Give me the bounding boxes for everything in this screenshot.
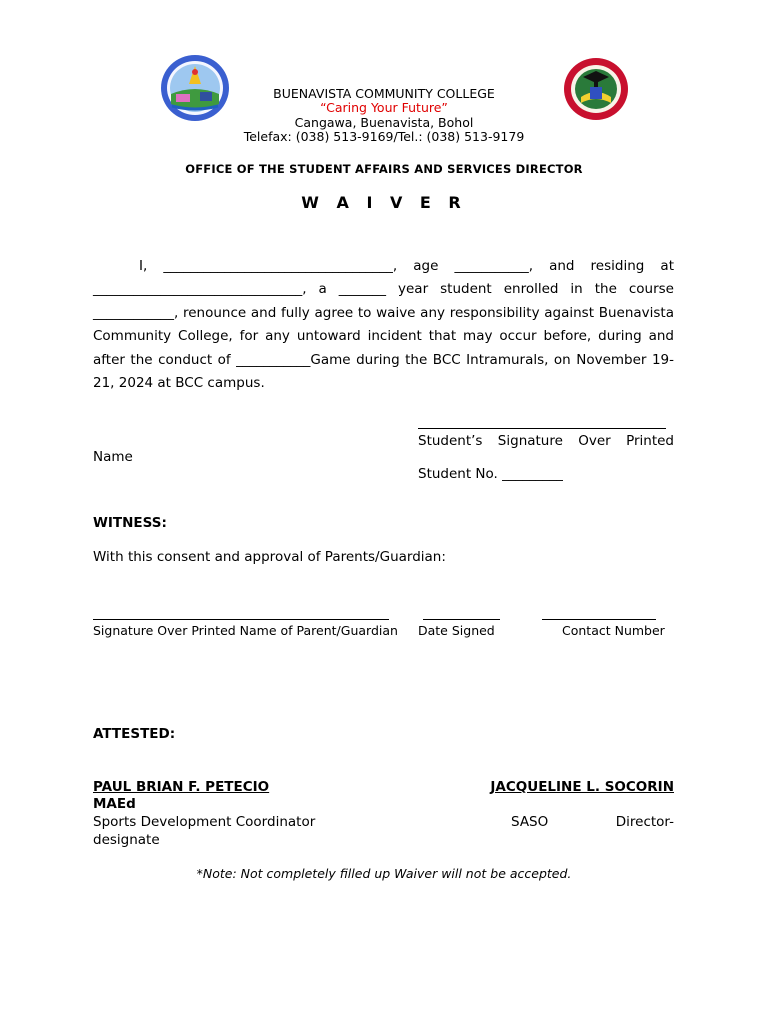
witness-heading: WITNESS:	[93, 515, 167, 531]
director-title-director: Director-	[615, 814, 674, 830]
contact-number-line	[542, 619, 656, 620]
page-title: W A I V E R	[301, 193, 467, 212]
consent-text: With this consent and approval of Parents/Guardian:	[93, 549, 446, 565]
college-phone: Telefax: (038) 513-9169/Tel.: (038) 513-9179	[243, 129, 525, 144]
director-name: JACQUELINE L. SOCORIN	[490, 779, 674, 795]
parent-signature-label: Signature Over Printed Name of Parent/Guardian	[93, 623, 398, 638]
college-name: BUENAVISTA COMMUNITY COLLEGE	[273, 86, 495, 101]
coordinator-name: PAUL BRIAN F. PETECIO	[93, 779, 270, 795]
college-address: Cangawa, Buenavista, Bohol	[294, 115, 474, 130]
coordinator-title: Sports Development Coordinator	[93, 814, 316, 830]
footer-note: *Note: Not completely filled up Waiver will not be accepted.	[196, 866, 572, 881]
director-title-saso: SASO	[511, 814, 549, 830]
college-motto: “Caring Your Future”	[320, 100, 448, 115]
director-title-designate: designate	[93, 832, 160, 848]
student-number: Student No. _________	[418, 466, 563, 482]
waiver-paragraph	[93, 255, 674, 395]
student-signature-line	[418, 428, 666, 429]
office-heading: OFFICE OF THE STUDENT AFFAIRS AND SERVICES DIRECTOR	[185, 162, 583, 176]
attested-heading: ATTESTED:	[93, 726, 176, 742]
coordinator-degree: MAEd	[93, 796, 136, 812]
contact-number-label: Contact Number	[562, 623, 665, 638]
parent-signature-line	[93, 619, 389, 620]
student-signature-label: Student’s Signature Over Printed	[418, 433, 674, 449]
date-signed-label: Date Signed	[418, 623, 495, 638]
student-signature-label-cont: Name	[93, 449, 133, 465]
waiver-text: I, __________________________________, age ___________, and residing at _______________________________, a _______ year student enrolled in the course ____________, renounce and fully agree to waive any responsibility against Buenavista Community College, for any untoward incident that may occur before, during and after the conduct of ___________Game during the BCC Intramurals, on November 19-21, 2024 at BCC campus.	[93, 258, 674, 392]
date-signed-line	[423, 619, 500, 620]
